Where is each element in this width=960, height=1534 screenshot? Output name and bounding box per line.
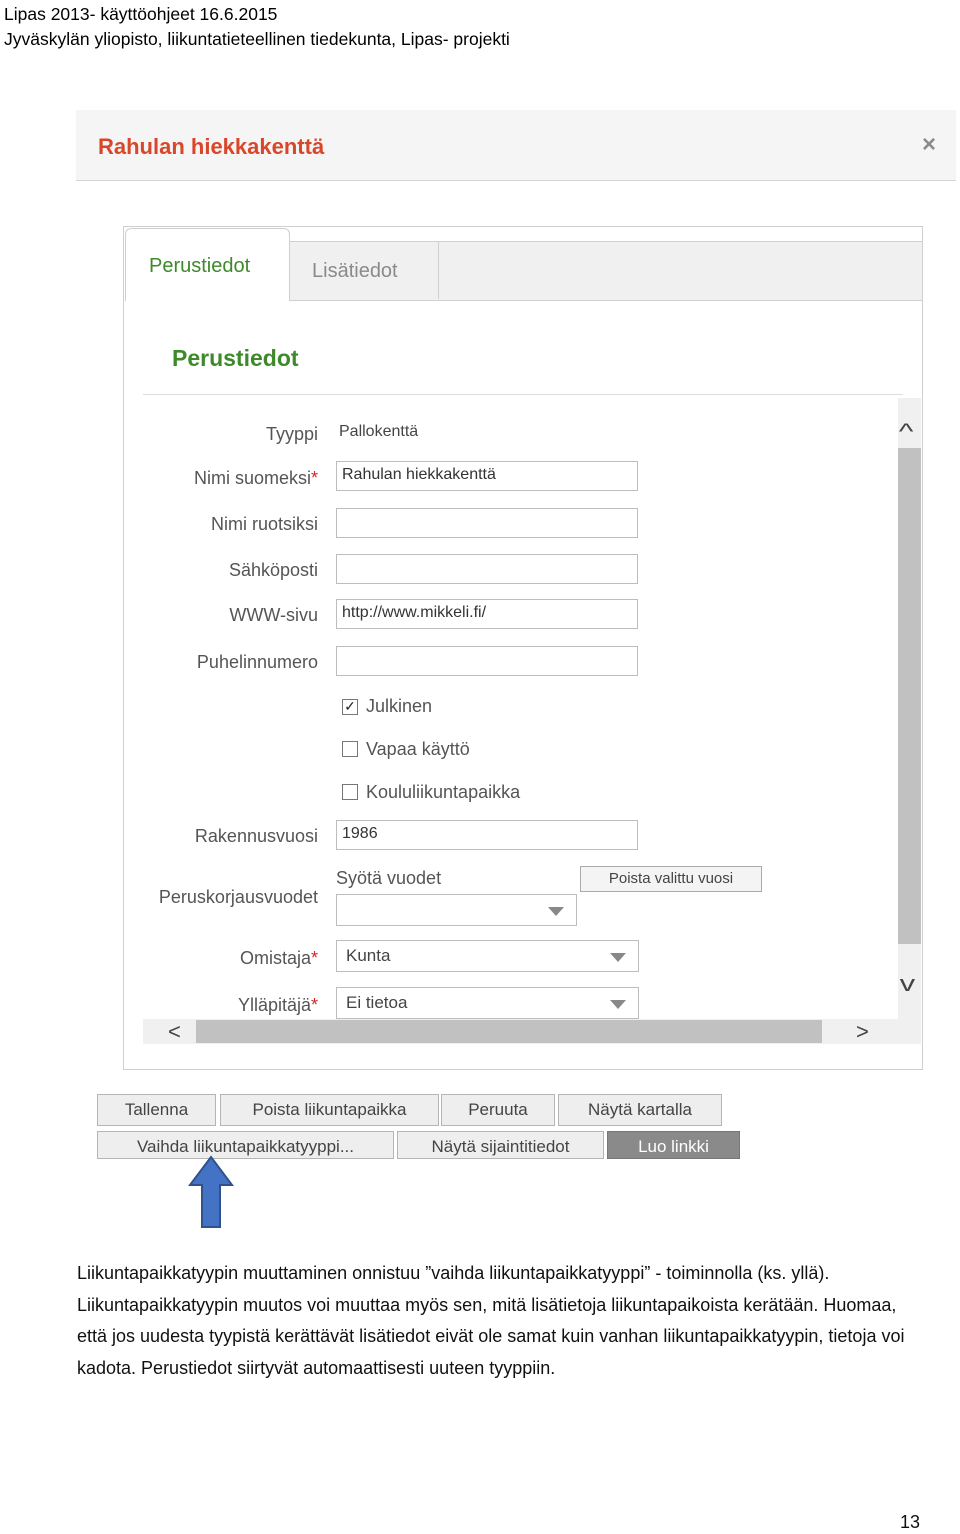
nayta-kartalla-button[interactable]: Näytä kartalla: [558, 1094, 722, 1126]
page-number: 13: [900, 1512, 921, 1532]
document-header: [4, 2, 510, 52]
puhelinnumero-label: Puhelinnumero: [196, 652, 318, 672]
dialog-title: Rahulan hiekkakenttä: [98, 134, 325, 159]
document-header-line2: Jyväskylän yliopisto, liikuntatieteellinen tiedekunta, Lipas- projekti: [4, 29, 510, 49]
nimi-suomeksi-label-text: Nimi suomeksi: [193, 468, 311, 488]
vapaa-kaytto-checkbox[interactable]: [342, 741, 358, 757]
peruskorjausvuodet-label: Peruskorjausvuodet: [158, 887, 318, 907]
tab-lisatiedot-label: Lisätiedot: [312, 260, 398, 282]
koululiikuntapaikka-label: Koululiikuntapaikka: [366, 782, 521, 802]
tab-perustiedot-label: Perustiedot: [149, 255, 251, 277]
nimi-suomeksi-label: [118, 468, 318, 489]
yllapitaja-label: [118, 995, 318, 1016]
julkinen-checkbox[interactable]: ✓: [342, 699, 358, 715]
tallenna-button[interactable]: Tallenna: [97, 1094, 216, 1126]
rakennusvuosi-label: Rakennusvuosi: [194, 826, 318, 846]
scroll-up-icon[interactable]: ^: [898, 419, 914, 444]
tyyppi-label: Tyyppi: [265, 424, 318, 444]
luo-linkki-button[interactable]: Luo linkki: [607, 1131, 740, 1159]
horizontal-scrollbar-thumb[interactable]: [196, 1020, 822, 1043]
scroll-right-icon[interactable]: >: [856, 1019, 869, 1044]
body-paragraph: Liikuntapaikkatyypin muuttaminen onnistuu ”vaihda liikuntapaikkatyyppi” - toiminnolla (ks. yllä). Liikuntapaikkatyypin muutos voi muuttaa myös sen, mitä lisätietoja liikuntapaikoista kerätään. Huomaa, että jos uudesta tyypistä kerättävät lisätiedot eivät ole samat kuin vanhan liikuntapaikkatyypin, tietoja voi kadota. Perustiedot siirtyvät automaattisesti uuteen tyyppiin.: [77, 1263, 905, 1378]
www-sivu-input[interactable]: http://www.mikkeli.fi/: [336, 599, 638, 629]
puhelinnumero-input[interactable]: [336, 646, 638, 676]
omistaja-value: Kunta: [346, 946, 391, 965]
syota-vuodet-hint: Syötä vuodet: [336, 868, 442, 888]
section-heading: Perustiedot: [172, 345, 299, 371]
document-header-line1: Lipas 2013- käyttöohjeet 16.6.2015: [4, 4, 278, 24]
scroll-left-icon[interactable]: <: [168, 1019, 181, 1044]
omistaja-select[interactable]: [336, 940, 639, 972]
peruskorjausvuodet-select[interactable]: [336, 894, 577, 926]
sahkoposti-label: Sähköposti: [228, 560, 318, 580]
chevron-down-icon: [610, 953, 626, 962]
chevron-down-icon: [548, 907, 564, 916]
omistaja-label-text: Omistaja: [239, 948, 311, 968]
sahkoposti-input[interactable]: [336, 554, 638, 584]
section-divider: [143, 394, 903, 395]
vertical-scrollbar-thumb[interactable]: [898, 448, 921, 944]
yllapitaja-select[interactable]: [336, 987, 639, 1019]
yllapitaja-label-text: Ylläpitäjä: [237, 995, 311, 1015]
poista-liikuntapaikka-button[interactable]: Poista liikuntapaikka: [220, 1094, 439, 1126]
vaihda-liikuntapaikkatyyppi-button[interactable]: Vaihda liikuntapaikkatyyppi...: [97, 1131, 394, 1159]
required-mark: *: [310, 948, 318, 968]
tab-lisatiedot[interactable]: [290, 242, 439, 299]
close-icon[interactable]: ×: [922, 131, 937, 158]
koululiikuntapaikka-checkbox[interactable]: [342, 784, 358, 800]
rakennusvuosi-input[interactable]: 1986: [336, 820, 638, 850]
chevron-down-icon: [610, 1000, 626, 1009]
peruuta-button[interactable]: Peruuta: [441, 1094, 555, 1126]
required-mark: *: [310, 468, 318, 488]
arrow-up-icon: [188, 1155, 234, 1231]
julkinen-label: Julkinen: [366, 696, 433, 716]
tab-perustiedot[interactable]: [125, 228, 290, 301]
yllapitaja-value: Ei tietoa: [346, 993, 408, 1012]
vapaa-kaytto-label: Vapaa käyttö: [366, 739, 470, 759]
nimi-ruotsiksi-input[interactable]: [336, 508, 638, 538]
nayta-sijaintitiedot-button[interactable]: Näytä sijaintitiedot: [397, 1131, 604, 1159]
nimi-ruotsiksi-label: Nimi ruotsiksi: [210, 514, 318, 534]
tyyppi-value: Pallokenttä: [339, 423, 419, 440]
nimi-suomeksi-input[interactable]: Rahulan hiekkakenttä: [336, 461, 638, 491]
scroll-down-icon[interactable]: v: [899, 971, 916, 996]
www-sivu-label: WWW-sivu: [229, 605, 318, 625]
omistaja-label: [118, 948, 318, 969]
required-mark: *: [310, 995, 318, 1015]
poista-valittu-vuosi-button[interactable]: Poista valittu vuosi: [580, 866, 762, 892]
